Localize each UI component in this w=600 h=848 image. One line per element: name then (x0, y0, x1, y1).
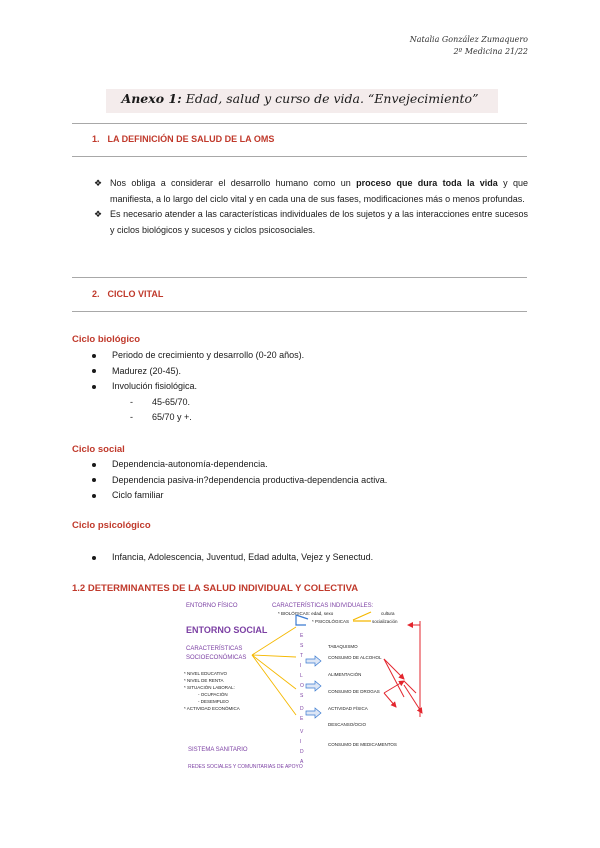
section-2-title: CICLO VITAL (107, 289, 164, 299)
ciclo-biologico-list (92, 348, 304, 426)
sub-list-item: - 65/70 y +. (130, 412, 192, 422)
ciclo-social-heading: Ciclo social (72, 444, 125, 455)
course-label: 2º Medicina 21/22 (453, 47, 528, 56)
sub-list-item: - 45-65/70. (130, 396, 191, 407)
document-header (410, 34, 528, 58)
divider (72, 277, 527, 278)
list-item: Ciclo familiar (92, 488, 387, 504)
arrow-icon (306, 708, 321, 718)
svg-text:I: I (300, 663, 302, 669)
diamond-bullet-icon: ❖ (94, 178, 103, 188)
cultura-label: cultura (381, 611, 395, 616)
bullet-item: ❖ Nos obliga a considerar el desarrollo humano como un proceso que dura toda la vida y que manifiesta, a lo largo del ciclo vital y en cada una de sus fases, modificaciones más o menos profundas. (94, 178, 529, 204)
socio-item: * NIVEL DE RENTA (184, 678, 224, 683)
arrow-icons (306, 656, 321, 718)
psicologicas-label: * PSICOLÓGICAS (312, 619, 350, 624)
biologicas-label: * BIOLÓGICAS: edad, sexo (278, 611, 334, 616)
arrow-icon (306, 656, 321, 666)
svg-text:A: A (300, 759, 304, 765)
author-name: Natalia González Zumaquero (409, 35, 528, 44)
entorno-fisico-label: ENTORNO FÍSICO (186, 603, 238, 609)
ciclo-psicologico-list (92, 550, 373, 566)
bullet-item: ❖ Es necesario atender a las características individuales de los sujetos y a las interacciones entre sucesos y ciclos biológicos y sucesos y ciclos psicosociales. (94, 209, 528, 235)
list-item: Periodo de crecimiento y desarrollo (0-20 años). (92, 348, 304, 364)
socio-item: * SITUACIÓN LABORAL: (184, 685, 235, 690)
svg-text:T: T (300, 653, 304, 659)
section-1-number: 1. (92, 134, 100, 144)
svg-text:S: S (300, 643, 304, 649)
list-item: Involución fisiológica. (92, 379, 304, 395)
section-1-bullets (94, 176, 528, 238)
socio-item: - OCUPACIÓN (198, 692, 228, 697)
ciclo-psicologico-heading: Ciclo psicológico (72, 520, 151, 531)
list-item: Infancia, Adolescencia, Juventud, Edad adulta, Vejez y Senectud. (92, 550, 373, 566)
section-2-number: 2. (92, 289, 100, 299)
section-1-heading (92, 134, 274, 144)
ciclo-social-list (92, 457, 387, 504)
bold-phrase: proceso que dura toda la vida (356, 178, 498, 188)
list-item: Dependencia pasiva-in?dependencia productiva-dependencia activa. (92, 473, 387, 489)
habito-item: TABAQUISMO (328, 644, 358, 649)
habito-item: ALIMENTACIÓN (328, 672, 362, 677)
section-2-heading (92, 289, 163, 299)
arrow-icon (306, 681, 321, 691)
svg-text:E: E (300, 716, 304, 722)
socio-item: * NIVEL EDUCATIVO (184, 671, 228, 676)
caract-indiv-label: CARACTERÍSTICAS INDIVIDUALES: (272, 603, 374, 609)
sistema-sanitario-label: SISTEMA SANITARIO (188, 747, 248, 753)
habito-item: CONSUMO DE MEDICAMENTOS (328, 742, 397, 747)
svg-text:E: E (300, 633, 304, 639)
socio-item: * ACTIVIDAD ECONÓMICA (184, 706, 240, 711)
estilos-de-vida-vertical (300, 633, 304, 765)
divider (72, 156, 527, 157)
determinantes-diagram (168, 597, 430, 779)
svg-text:I: I (300, 739, 302, 745)
page-title (0, 91, 600, 106)
habito-item: CONSUMO DE ALCOHOL (328, 655, 382, 660)
arrow-icon (353, 612, 371, 620)
habito-item: CONSUMO DE DROGAS (328, 689, 380, 694)
caract-socio-label-1: CARACTERÍSTICAS (186, 646, 243, 652)
list-item: Dependencia-autonomía-dependencia. (92, 457, 387, 473)
svg-text:D: D (300, 749, 304, 755)
redes-label: REDES SOCIALES Y COMUNITARIAS DE APOYO (188, 764, 303, 770)
section-1-2-heading: 1.2 DETERMINANTES DE LA SALUD INDIVIDUAL Y COLECTIVA (72, 583, 359, 594)
ciclo-biologico-heading: Ciclo biológico (72, 334, 141, 345)
caract-socio-label-2: SOCIOECONÓMICAS (186, 655, 247, 661)
title-prefix: Anexo 1: (121, 91, 182, 106)
arrow-icon (296, 615, 308, 625)
svg-text:V: V (300, 729, 304, 735)
title-text: Edad, salud y curso de vida. “Envejecimiento” (181, 91, 479, 106)
diamond-bullet-icon: ❖ (94, 209, 103, 219)
svg-text:S: S (300, 693, 304, 699)
list-item: Madurez (20-45). (92, 364, 304, 380)
svg-text:D: D (300, 706, 304, 712)
socio-item: - DESEMPLEO (198, 699, 229, 704)
svg-text:O: O (300, 683, 304, 689)
habito-item: DESCANSO/OCIO (328, 722, 367, 727)
section-1-title: LA DEFINICIÓN DE SALUD DE LA OMS (107, 134, 275, 144)
svg-text:L: L (300, 673, 303, 679)
divider (72, 311, 527, 312)
habito-item: ACTIVIDAD FÍSICA (328, 706, 368, 711)
divider (72, 123, 527, 124)
entorno-social-label: ENTORNO SOCIAL (186, 625, 268, 635)
socializacion-label: socialización (372, 619, 398, 624)
red-connector-arrows (384, 621, 422, 717)
connector-lines (252, 627, 296, 715)
